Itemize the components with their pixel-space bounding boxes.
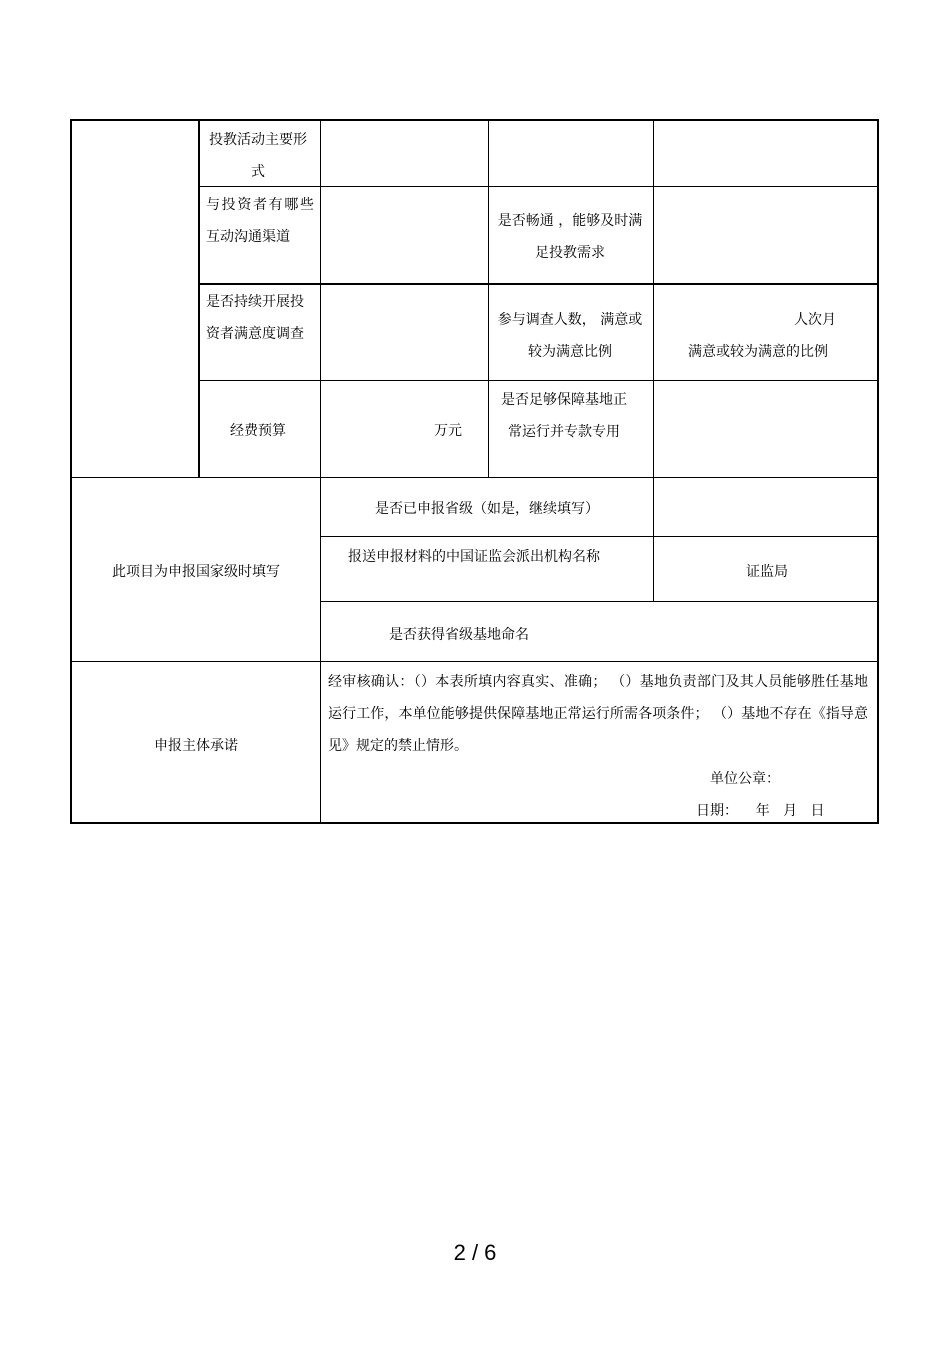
survey-ratio-label: 满意或较为满意的比例 [688, 344, 828, 360]
national-section-label: 此项目为申报国家级时填写 [112, 564, 280, 580]
survey-label: 是否持续开展投资者满意度调查 [206, 294, 304, 342]
table-divider [198, 120, 200, 477]
table-divider [320, 601, 878, 602]
survey-count-label: 参与调查人数， 满意或较为满意比例 [497, 312, 643, 360]
table-divider [488, 120, 489, 477]
provincial-named-question: 是否获得省级基地命名 [389, 627, 529, 643]
csrc-agency-suffix: 证监局 [746, 564, 788, 580]
table-divider [320, 120, 321, 823]
table-divider [71, 661, 878, 662]
survey-unit: 人次月 [794, 312, 836, 328]
provincial-declared-question: 是否已申报省级（如是，继续填写） [375, 501, 599, 517]
channel-label: 与投资者有哪些互动沟通渠道 [206, 197, 314, 245]
table-divider [71, 477, 878, 478]
table-divider [653, 120, 654, 601]
table-divider [198, 380, 878, 381]
seal-label: 单位公章： [710, 771, 780, 787]
commitment-label: 申报主体承诺 [154, 738, 238, 754]
activity-form-label: 投教活动主要形式 [209, 132, 307, 180]
table-divider [198, 283, 878, 285]
channel-question: 是否畅通 ，能够及时满足投教需求 [497, 213, 643, 261]
budget-unit: 万元 [434, 423, 462, 439]
page-indicator: 2 / 6 [453, 1240, 497, 1265]
table-divider [320, 536, 878, 537]
commitment-text: 经审核确认：（）本表所填内容真实、准确； （）基地负责部门及其人员能够胜任基地运行工作，本单位能够提供保障基地正常运行所需各项条件； （）基地不存在《指导意见》规定的禁止情形。 [328, 674, 868, 754]
budget-question: 是否足够保障基地正常运行并专款专用 [501, 392, 627, 440]
csrc-agency-label: 报送申报材料的中国证监会派出机构名称 [348, 549, 600, 565]
budget-label: 经费预算 [230, 423, 286, 439]
date-label: 日期： 年 月 日 [696, 803, 825, 819]
